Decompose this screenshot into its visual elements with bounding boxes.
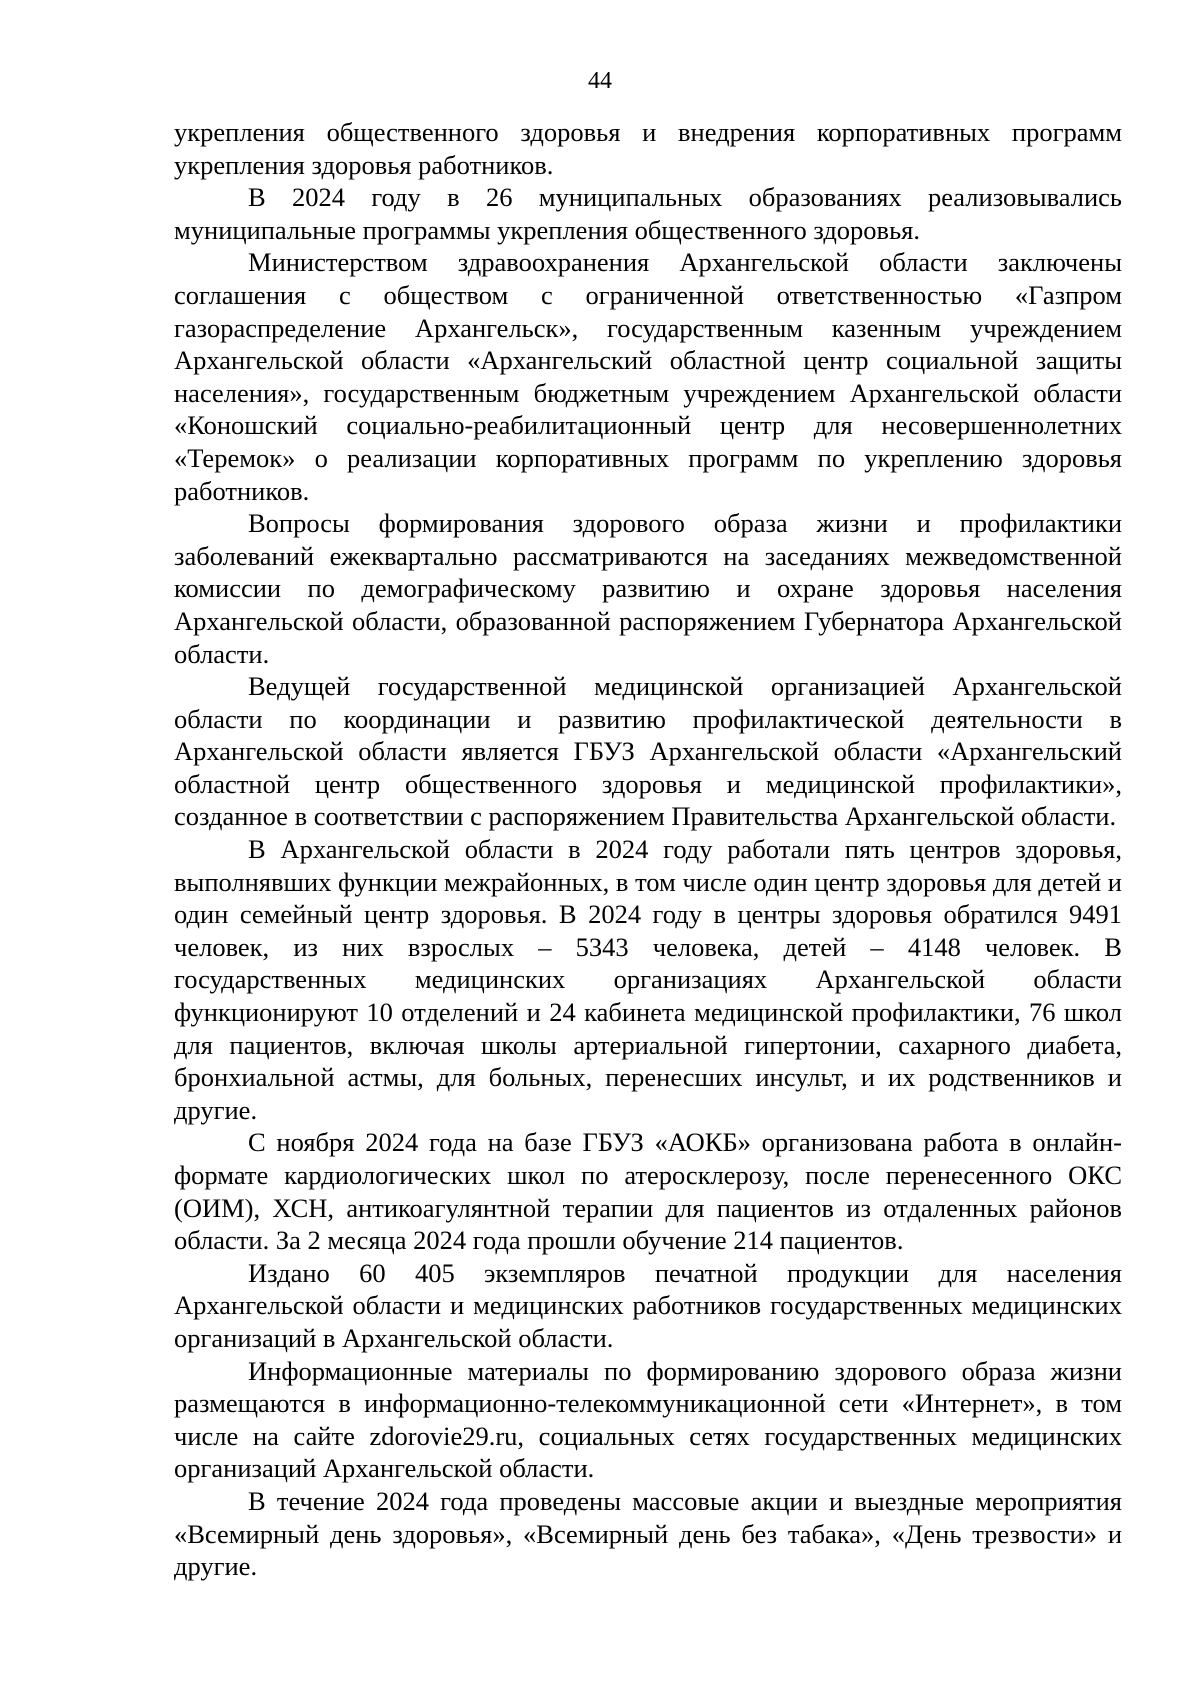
paragraph-printed-materials: Издано 60 405 экземпляров печатной продукции для населения Архангельской области и медицинских работников государственных медицинских организаций в Архангельской области. <box>174 1257 1122 1353</box>
paragraph-online-schools: С ноября 2024 года на базе ГБУЗ «АОКБ» организована работа в онлайн-формате кардиологических школ по атеросклерозу, после перенесенного ОКС (ОИМ), ХСН, антикоагулянтной терапии для пациентов из отдаленных районов области. За 2 месяца 2024 года прошли обучение 214 пациентов. <box>174 1127 1122 1256</box>
page-number: 44 <box>588 68 612 94</box>
paragraph-corporate-agreements: Министерством здравоохранения Архангельской области заключены соглашения с обществом с ограниченной ответственностью «Газпром газораспределение Архангельск», государственным казенным учреждением Архангельской области «Архангельский областной центр социальной защиты населения», государственным бюджетным учреждением Архангельской области «Коношский социально-реабилитационный центр для несовершеннолетних «Теремок» о реализации корпоративных программ по укреплению здоровья работников. <box>174 247 1122 506</box>
paragraph-mass-events: В течение 2024 года проведены массовые акции и выездные мероприятия «Всемирный день здоровья», «Всемирный день без табака», «День трезвости» и другие. <box>174 1485 1122 1582</box>
paragraph-health-centers: В Архангельской области в 2024 году работали пять центров здоровья, выполнявших функции межрайонных, в том числе один центр здоровья для детей и один семейный центр здоровья. В 2024 году в центры здоровья обратился 9491 человек, из них взрослых – 5343 человека, детей – 4148 человек. В государственных медицинских организациях Архангельской области функционируют 10 отделений и 24 кабинета медицинской профилактики, 76 школ для пациентов, включая школы артериальной гипертонии, сахарного диабета, бронхиальной астмы, для больных, перенесших инсульт, и их родственников и другие. <box>174 834 1122 1125</box>
paragraph-continuation: укрепления общественного здоровья и внедрения корпоративных программ укрепления здоровья работников. <box>174 117 1122 180</box>
paragraph-leading-organization: Ведущей государственной медицинской организацией Архангельской области по координации и развитию профилактической деятельности в Архангельской области является ГБУЗ Архангельской области «Архангельский областной центр общественного здоровья и медицинской профилактики», созданное в соответствии с распоряжением Правительства Архангельской области. <box>174 671 1122 832</box>
paragraph-internet-materials: Информационные материалы по формированию здорового образа жизни размещаются в информационно-телекоммуникационной сети «Интернет», в том числе на сайте zdorovie29.ru, социальных сетях государственных медицинских организаций Архангельской области. <box>174 1355 1122 1484</box>
document-body <box>174 116 1122 1583</box>
paragraph-municipal-programs: В 2024 году в 26 муниципальных образованиях реализовывались муниципальные программы укрепления общественного здоровья. <box>174 182 1122 245</box>
paragraph-interdepartmental-commission: Вопросы формирования здорового образа жизни и профилактики заболеваний ежеквартально рассматриваются на заседаниях межведомственной комиссии по демографическому развитию и охране здоровья населения Архангельской области, образованной распоряжением Губернатора Архангельской области. <box>174 508 1122 669</box>
